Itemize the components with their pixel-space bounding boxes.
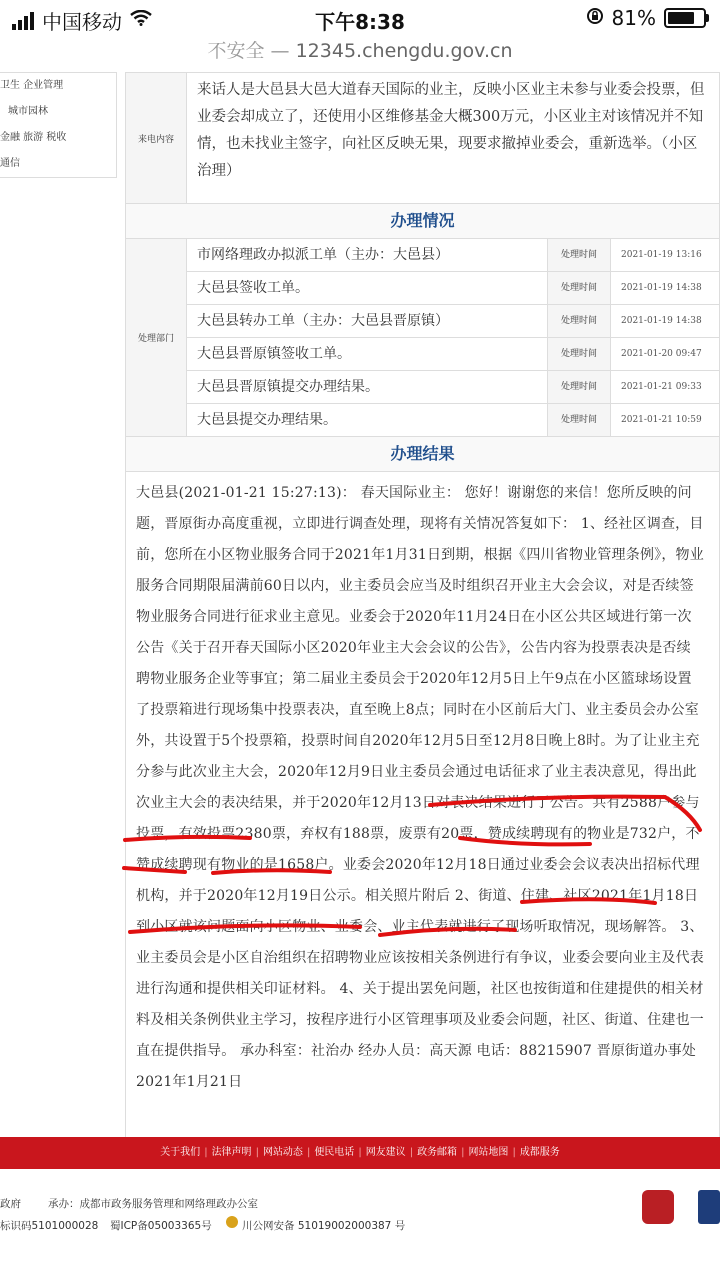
time-label: 处理时间 bbox=[548, 272, 611, 304]
footer-link[interactable]: 政务邮箱 bbox=[417, 1147, 458, 1158]
time-label: 处理时间 bbox=[548, 371, 611, 403]
handling-action: 大邑县晋原镇签收工单。 bbox=[187, 338, 548, 370]
caller-content: 来话人是大邑县大邑大道春天国际的业主，反映小区业主未参与业委会投票，但业委会却成立了，还使用小区维修基金大概300万元，小区业主对该情况并不知情，也未找业主签字，向社区反映无果，现要求撤掉业委会，重新选举。（小区治理） bbox=[197, 82, 705, 179]
police-badge-icon bbox=[226, 1216, 238, 1228]
police-record[interactable]: 川公网安备 51019002000387 号 bbox=[242, 1220, 406, 1232]
handling-table bbox=[125, 239, 720, 437]
battery-percent: 81% bbox=[611, 6, 656, 30]
sidebar-line[interactable]: 通信 bbox=[0, 158, 20, 169]
handling-list bbox=[187, 239, 719, 436]
sidebar-line[interactable]: 金融 旅游 税收 bbox=[0, 132, 67, 143]
footer-link[interactable]: 便民电话 bbox=[314, 1147, 355, 1158]
handling-row bbox=[187, 371, 719, 404]
icp-record[interactable]: 蜀ICP备05003365号 bbox=[110, 1220, 212, 1232]
footer-link[interactable]: 法律声明 bbox=[211, 1147, 252, 1158]
handling-time: 2021-01-21 10:59 bbox=[621, 415, 702, 425]
handling-time: 2021-01-20 09:47 bbox=[621, 349, 702, 359]
handling-action: 大邑县晋原镇提交办理结果。 bbox=[187, 371, 548, 403]
footer-separator: | bbox=[204, 1147, 208, 1158]
time-label: 处理时间 bbox=[548, 305, 611, 337]
footer-link[interactable]: 网友建议 bbox=[365, 1147, 406, 1158]
host-org: 政府 bbox=[0, 1198, 21, 1210]
result-title: 办理结果 bbox=[125, 437, 720, 472]
status-bar bbox=[0, 0, 720, 36]
category-sidebar bbox=[0, 72, 117, 178]
handling-row bbox=[187, 272, 719, 305]
caller-label: 来电内容 bbox=[126, 73, 187, 203]
footer-links bbox=[0, 1137, 720, 1169]
footer-link[interactable]: 网站动态 bbox=[262, 1147, 303, 1158]
url-host: 12345.chengdu.gov.cn bbox=[295, 40, 513, 62]
site-code: 标识码5101000028 bbox=[0, 1220, 99, 1232]
battery-icon bbox=[664, 8, 706, 28]
handling-action: 大邑县提交办理结果。 bbox=[187, 404, 548, 436]
result-content: 大邑县(2021-01-21 15:27:13)： 春天国际业主： 您好！谢谢您的来信！您所反映的问题，晋原街办高度重视，立即进行调查处理，现将有关情况答复如下： 1、经社区调查，目前，您所在小区物业服务合同于2021年1月31日到期，根据《四川省物业管理条例》，物业服务合同期限届满前60日以内，业主委员会应当及时组织召开业主大会会议，对是否续签物业服务合同进行征求业主意见。业委会于2020年11月24日在小区公共区域进行第一次公告《关于召开春天国际小区2020年业主大会会议的公告》，公告内容为投票表决是否续聘物业服务企业等事宜；第二届业主委员会于2020年12月5日上午9点在小区篮球场设置了投票箱进行现场集中投票表决，直至晚上8点；同时在小区前后大门、业主委员会办公室外，共设置于5个投票箱，投票时间自2020年12月5日至12月8日晚上8时。为了让业主充分参与此次业主大会，2020年12月9日业主委员会通过电话征求了业主表决意见，得出此次业主大会的表决结果，并于2020年12月13日对表决结果进行了公告。共有2588户参与投票，有效投票2380票，弃权有188票，废票有20票，赞成续聘现有的物业是732户，不赞成续聘现有物业的是1658户。业委会2020年12月18日通过业委会会议表决出招标代理机构，并于2020年12月19日公示。相关照片附后 2、街道、住建、社区2021年1月18日到小区就该问题面向小区物业、业委会、业主代表就进行了现场听取情况，现场解答。 3、业主委员会是小区自治组织在招聘物业应该按相关条例进行有争议，业委会要向业主及代表进行沟通和提供相关印证材料。 4、关于提出罢免问题，社区也按街道和住建提供的相关材料及相关条例供业主学习，按程序进行小区管理事项及业委会问题，社区、街道、住建也一直在提供指导。 承办科室：社治办 经办人员：高天源 电话：88215907 晋原街道办事处 2021年1月21日 bbox=[125, 472, 720, 1143]
footer-separator: | bbox=[512, 1147, 516, 1158]
handling-title: 办理情况 bbox=[125, 204, 720, 239]
footer-separator: | bbox=[409, 1147, 414, 1158]
handling-action: 市网络理政办拟派工单（主办：大邑县） bbox=[187, 239, 548, 271]
ticket-detail bbox=[125, 72, 720, 1143]
sidebar-line[interactable]: 城市园林 bbox=[8, 106, 48, 117]
police-emblem-icon[interactable] bbox=[698, 1190, 720, 1224]
handling-time: 2021-01-21 09:33 bbox=[621, 382, 702, 392]
footer-separator: | bbox=[461, 1147, 465, 1158]
caller-row bbox=[125, 72, 720, 204]
handling-row bbox=[187, 404, 719, 436]
party-emblem-icon[interactable] bbox=[642, 1190, 674, 1224]
carrier-name: 中国移动 bbox=[42, 10, 122, 34]
handling-time: 2021-01-19 13:16 bbox=[621, 250, 702, 260]
handling-action: 大邑县签收工单。 bbox=[187, 272, 548, 304]
undertaker-text: 承办：成都市政务服务管理和网络理政办公室 bbox=[48, 1198, 258, 1210]
handling-row bbox=[187, 305, 719, 338]
time-label: 处理时间 bbox=[548, 338, 611, 370]
footer-separator: | bbox=[255, 1147, 259, 1158]
handling-row bbox=[187, 239, 719, 272]
clock: 下午8:38 bbox=[315, 10, 405, 34]
address-bar[interactable] bbox=[0, 36, 720, 66]
dept-label: 处理部门 bbox=[126, 239, 187, 436]
handling-row bbox=[187, 338, 719, 371]
footer-link[interactable]: 成都服务 bbox=[519, 1147, 560, 1158]
sidebar-line[interactable]: 卫生 企业管理 bbox=[0, 80, 64, 91]
footer-link[interactable]: 网站地图 bbox=[468, 1147, 509, 1158]
footer-link[interactable]: 关于我们 bbox=[160, 1147, 201, 1158]
time-label: 处理时间 bbox=[548, 239, 611, 271]
handling-action: 大邑县转办工单（主办：大邑县晋原镇） bbox=[187, 305, 548, 337]
status-right bbox=[586, 6, 706, 30]
handling-time: 2021-01-19 14:38 bbox=[621, 316, 702, 326]
handling-time: 2021-01-19 14:38 bbox=[621, 283, 702, 293]
footer-separator: | bbox=[306, 1147, 311, 1158]
footer-separator: | bbox=[358, 1147, 362, 1158]
time-label: 处理时间 bbox=[548, 404, 611, 436]
rotation-lock-icon bbox=[586, 6, 604, 30]
insecure-label: 不安全 — bbox=[207, 40, 290, 62]
